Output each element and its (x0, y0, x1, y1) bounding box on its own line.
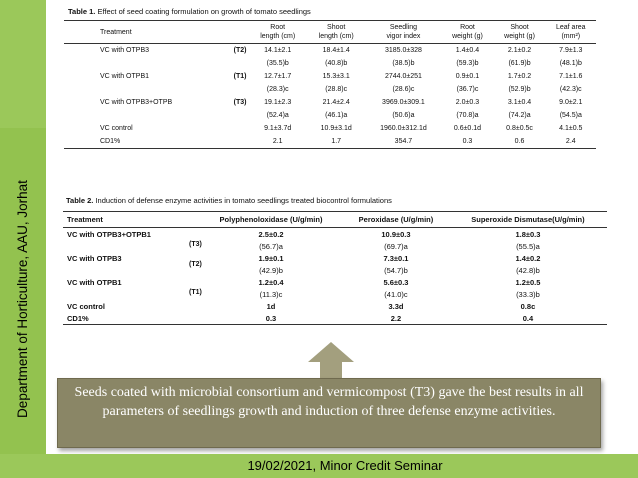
treatment-cell: VC control (100, 125, 133, 132)
treatment-tag: (T1) (233, 73, 247, 80)
table-1-header: Root length (cm) (248, 21, 307, 44)
table-cell: 7.3±0.1 (383, 253, 409, 263)
table-row (63, 300, 607, 312)
table-row (63, 228, 607, 241)
table-row (64, 70, 596, 83)
table-1-header: Shoot weight (g) (494, 21, 546, 44)
table-cell: (28.8)c (325, 86, 348, 93)
table-cell: 2.1 (248, 135, 307, 149)
table-cell: 354.7 (365, 135, 441, 149)
table-cell: (56.7)a (259, 241, 283, 251)
table-cell: 18.4±1.4 (322, 47, 350, 54)
treatment-cell: VC with OTPB1 (T1) (100, 73, 247, 80)
table-row (64, 96, 596, 109)
treatment-cell (64, 57, 248, 70)
treatment-cell (64, 83, 248, 96)
tag-t1: (T1) (189, 289, 202, 296)
table-cell: (38.5)b (392, 60, 415, 67)
table-cell: 4.1±0.5 (559, 125, 583, 132)
table-cell: (61.9)b (508, 60, 531, 67)
table-cell: (42.3)c (559, 86, 582, 93)
table-cell: (11.3)c (259, 289, 283, 299)
table-1 (64, 4, 596, 184)
table-cell: 1.2±0.4 (258, 277, 284, 287)
table-row (63, 264, 607, 276)
treatment-cell (63, 288, 199, 300)
tag-t3: (T3) (189, 241, 202, 248)
table-row (63, 312, 607, 325)
table-cell: (42.8)b (516, 265, 540, 275)
treatment-cell: VC with OTPB3 (T2) (100, 47, 247, 54)
footer-text: 19/02/2021, Minor Credit Seminar (247, 458, 443, 473)
treatment-cell (63, 240, 199, 252)
table-cell: 3969.0±309.1 (382, 99, 425, 106)
treatment-tag: (T3) (233, 99, 247, 106)
table-2-header: Polyphenoloxidase (U/g/min) (199, 212, 343, 228)
table-row (63, 276, 607, 288)
table-cell: (28.6)c (392, 86, 415, 93)
table-cell: (42.9)b (259, 265, 283, 275)
table-cell: 1d (266, 301, 276, 311)
table-cell: (70.8)a (456, 112, 479, 119)
table-cell: (52.4)a (266, 112, 289, 119)
table-2-header: Superoxide Dismutase(U/g/min) (449, 212, 607, 228)
table-cell: 3.1±0.4 (507, 99, 532, 106)
table-row (64, 122, 596, 135)
table-cell: (52.9)b (508, 86, 531, 93)
table-cell: (54.5)a (559, 112, 582, 119)
table-cell: (54.7)b (384, 265, 408, 275)
table-cell: 9.1±3.7d (264, 125, 292, 132)
table-cell: 0.3 (441, 135, 493, 149)
treatment-cell (63, 264, 199, 276)
department-label: Department of Horticulture, AAU, Jorhat (15, 180, 30, 418)
table-row (63, 288, 607, 300)
treatment-cell: VC control (67, 301, 105, 311)
table-cell: 21.4±2.4 (322, 99, 350, 106)
treatment-cell: CD1% (64, 135, 248, 149)
table-cell: (33.3)b (516, 289, 540, 299)
table-cell: 0.6 (494, 135, 546, 149)
table-cell: 12.7±1.7 (264, 73, 292, 80)
table-cell: 3185.0±328 (384, 47, 422, 54)
table-cell: 2.0±0.3 (455, 99, 480, 106)
table-cell: (48.1)b (559, 60, 582, 67)
table-1-caption-number: Table 1. (68, 7, 96, 16)
table-2-grid (63, 211, 607, 325)
table-cell: 10.9±3.1d (320, 125, 352, 132)
table-cell: 7.1±1.6 (559, 73, 583, 80)
table-cell: 0.8c (520, 301, 536, 311)
treatment-cell: VC with OTPB3+OTPB (T3) (100, 99, 247, 106)
treatment-cell: VC with OTPB3+OTPB1 (67, 229, 151, 239)
table-2 (63, 193, 607, 347)
table-cell: (46.1)a (325, 112, 348, 119)
table-1-header: Root weight (g) (441, 21, 493, 44)
table-row (63, 252, 607, 264)
table-cell: 10.9±0.3 (381, 229, 411, 239)
table-cell: (55.5)a (516, 241, 540, 251)
table-cell: 0.6±0.1d (453, 125, 482, 132)
table-cell: 5.6±0.3 (383, 277, 409, 287)
table-cell: (59.3)b (456, 60, 479, 67)
table-1-grid (64, 20, 596, 149)
table-cell: (50.6)a (392, 112, 415, 119)
table-1-caption-text: Effect of seed coating formulation on growth of tomato seedlings (97, 7, 311, 16)
table-cell: 2.4 (546, 135, 596, 149)
table-cell: 1.4±0.4 (455, 47, 480, 54)
table-1-header: Shoot length (cm) (307, 21, 366, 44)
table-row (64, 57, 596, 70)
table-cell: 0.8±0.5c (506, 125, 533, 132)
table-cell: (69.7)a (384, 241, 408, 251)
summary-box: Seeds coated with microbial consortium and vermicompost (T3) gave the best results in all parameters of seedlings growth and induction of three defense enzyme activities. (57, 378, 601, 448)
table-2-header: Treatment (63, 212, 199, 228)
table-cell: (40.8)b (325, 60, 348, 67)
table-cell: 1.8±0.3 (515, 229, 541, 239)
table-2-caption-text: Induction of defense enzyme activities in tomato seedlings treated biocontrol formulations (95, 196, 392, 205)
table-cell: 19.1±2.3 (264, 99, 292, 106)
table-cell: (74.2)a (508, 112, 531, 119)
table-1-caption (68, 7, 311, 16)
table-row (64, 135, 596, 149)
table-row (64, 44, 596, 58)
table-cell: 1.7±0.2 (507, 73, 532, 80)
table-1-header: Treatment (64, 21, 248, 44)
table-cell: 2.2 (343, 312, 449, 325)
table-cell: 1.9±0.1 (258, 253, 284, 263)
footer-bar (0, 454, 638, 478)
table-cell: 0.4 (449, 312, 607, 325)
table-cell: 3.3d (388, 301, 404, 311)
table-2-caption-number: Table 2. (66, 196, 94, 205)
table-1-header: Seedling vigor index (365, 21, 441, 44)
table-cell: 1.7 (307, 135, 366, 149)
table-row (64, 109, 596, 122)
table-cell: (35.5)b (266, 60, 289, 67)
table-1-header: Leaf area (mm²) (546, 21, 596, 44)
table-row (64, 83, 596, 96)
table-cell: 1.2±0.5 (515, 277, 541, 287)
treatment-cell: VC with OTPB3 (67, 253, 122, 263)
table-cell: (41.0)c (384, 289, 408, 299)
table-cell: (28.3)c (266, 86, 289, 93)
up-arrow-icon (308, 342, 354, 380)
table-cell: 14.1±2.1 (264, 47, 292, 54)
table-2-header: Peroxidase (U/g/min) (343, 212, 449, 228)
table-cell: 1960.0±312.1d (380, 125, 427, 132)
treatment-cell: CD1% (63, 312, 199, 325)
treatment-cell (64, 109, 248, 122)
table-cell: (36.7)c (456, 86, 479, 93)
table-cell: 2744.0±251 (384, 73, 422, 80)
treatment-cell: VC with OTPB1 (67, 277, 122, 287)
table-cell: 2.1±0.2 (507, 47, 532, 54)
table-row (63, 240, 607, 252)
table-cell: 15.3±3.1 (322, 73, 350, 80)
table-cell: 2.5±0.2 (258, 229, 284, 239)
table-cell: 1.4±0.2 (515, 253, 541, 263)
table-cell: 0.3 (199, 312, 343, 325)
table-cell: 9.0±2.1 (559, 99, 583, 106)
tag-t2: (T2) (189, 261, 202, 268)
treatment-tag: (T2) (233, 47, 247, 54)
table-2-caption (66, 196, 392, 205)
table-cell: 7.9±1.3 (559, 47, 583, 54)
table-cell: 0.9±0.1 (455, 73, 480, 80)
